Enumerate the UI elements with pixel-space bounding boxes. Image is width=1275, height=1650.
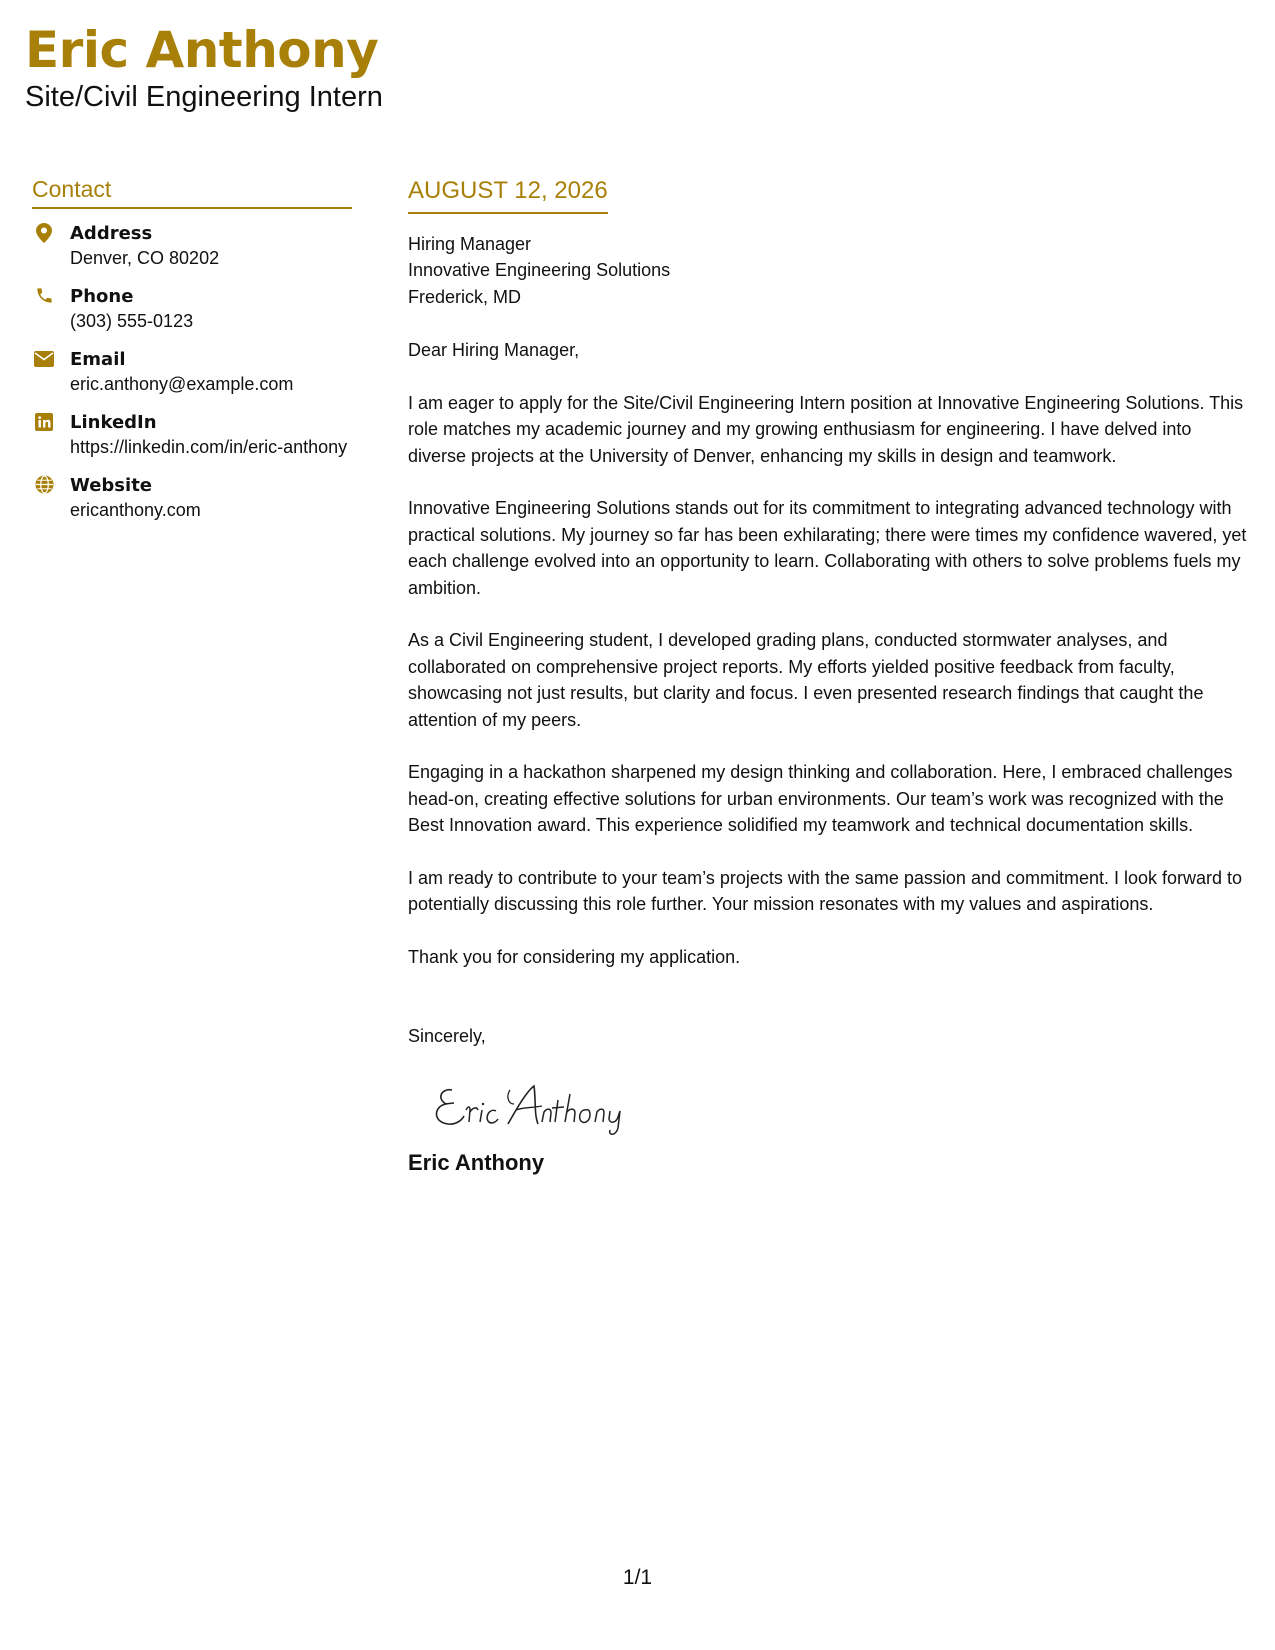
contact-item-website [32, 473, 352, 522]
applicant-title: Site/Civil Engineering Intern [25, 81, 383, 113]
contact-item-email [32, 347, 352, 396]
contact-label-phone: Phone [70, 285, 134, 307]
recipient-location: Frederick, MD [408, 286, 522, 307]
contact-label-linkedin: LinkedIn [70, 411, 157, 433]
linkedin-icon [34, 412, 54, 432]
letter-date: AUGUST 12, 2026 [408, 177, 608, 214]
contact-value-linkedin[interactable]: https://linkedin.com/in/eric-anthony [70, 436, 348, 457]
contact-label-website: Website [70, 474, 153, 496]
contact-item-phone [32, 284, 352, 333]
recipient-company: Innovative Engineering Solutions [408, 260, 671, 281]
contact-value-phone: (303) 555-0123 [70, 310, 194, 331]
letter-paragraph: Engaging in a hackathon sharpened my design thinking and collaboration. Here, I embraced challenges head-on, creating effective solutions for urban environments. Our team’s work was recognized with the Best Innovation award. This experience solidified my teamwork and technical documentation skills. [408, 762, 1233, 836]
contact-value-email: eric.anthony@example.com [70, 373, 294, 394]
phone-icon [34, 286, 54, 306]
contact-item-linkedin [32, 410, 352, 459]
letter-body [408, 177, 1248, 1176]
recipient-block [408, 231, 1248, 311]
closing: Sincerely, [408, 1026, 486, 1047]
contact-value-address: Denver, CO 80202 [70, 247, 220, 268]
contact-label-address: Address [70, 222, 153, 244]
letter-paragraph: I am ready to contribute to your team’s projects with the same passion and commitment. I look forward to potentially discussing this role further. Your mission resonates with my values and aspirations. [408, 867, 1243, 915]
map-pin-icon [34, 223, 54, 243]
applicant-name: Eric Anthony [25, 21, 379, 79]
salutation: Dear Hiring Manager, [408, 340, 580, 361]
contact-sidebar [32, 176, 352, 536]
contact-label-email: Email [70, 348, 126, 370]
contact-item-address [32, 221, 352, 270]
globe-icon [34, 475, 54, 495]
envelope-icon [34, 349, 54, 369]
letter-paragraph: Thank you for considering my application. [408, 946, 741, 967]
contact-heading: Contact [32, 176, 352, 209]
letter-paragraph: As a Civil Engineering student, I developed grading plans, conducted stormwater analyses, and collaborated on comprehensive project reports. My efforts yielded positive feedback from faculty, showcasing not just results, but clarity and focus. I even presented research findings that caught the attention of my peers. [408, 630, 1204, 730]
letter-paragraph: Innovative Engineering Solutions stands out for its commitment to integrating advanced technology with practical solutions. My journey so far has been exhilarating; there were times my confidence wavered, yet each challenge evolved into an opportunity to learn. Collaborating with others to solve problems fuels my ambition. [408, 498, 1247, 598]
handwritten-signature [430, 1070, 1248, 1140]
signer-name: Eric Anthony [408, 1149, 545, 1175]
page-number: 1/1 [622, 1566, 653, 1589]
recipient-name: Hiring Manager [408, 233, 532, 254]
letter-paragraph: I am eager to apply for the Site/Civil Engineering Intern position at Innovative Engineering Solutions. This role matches my academic journey and my growing enthusiasm for engineering. I have delved into diverse projects at the University of Denver, enhancing my skills in design and teamwork. [408, 392, 1244, 466]
contact-value-website[interactable]: ericanthony.com [70, 499, 201, 520]
